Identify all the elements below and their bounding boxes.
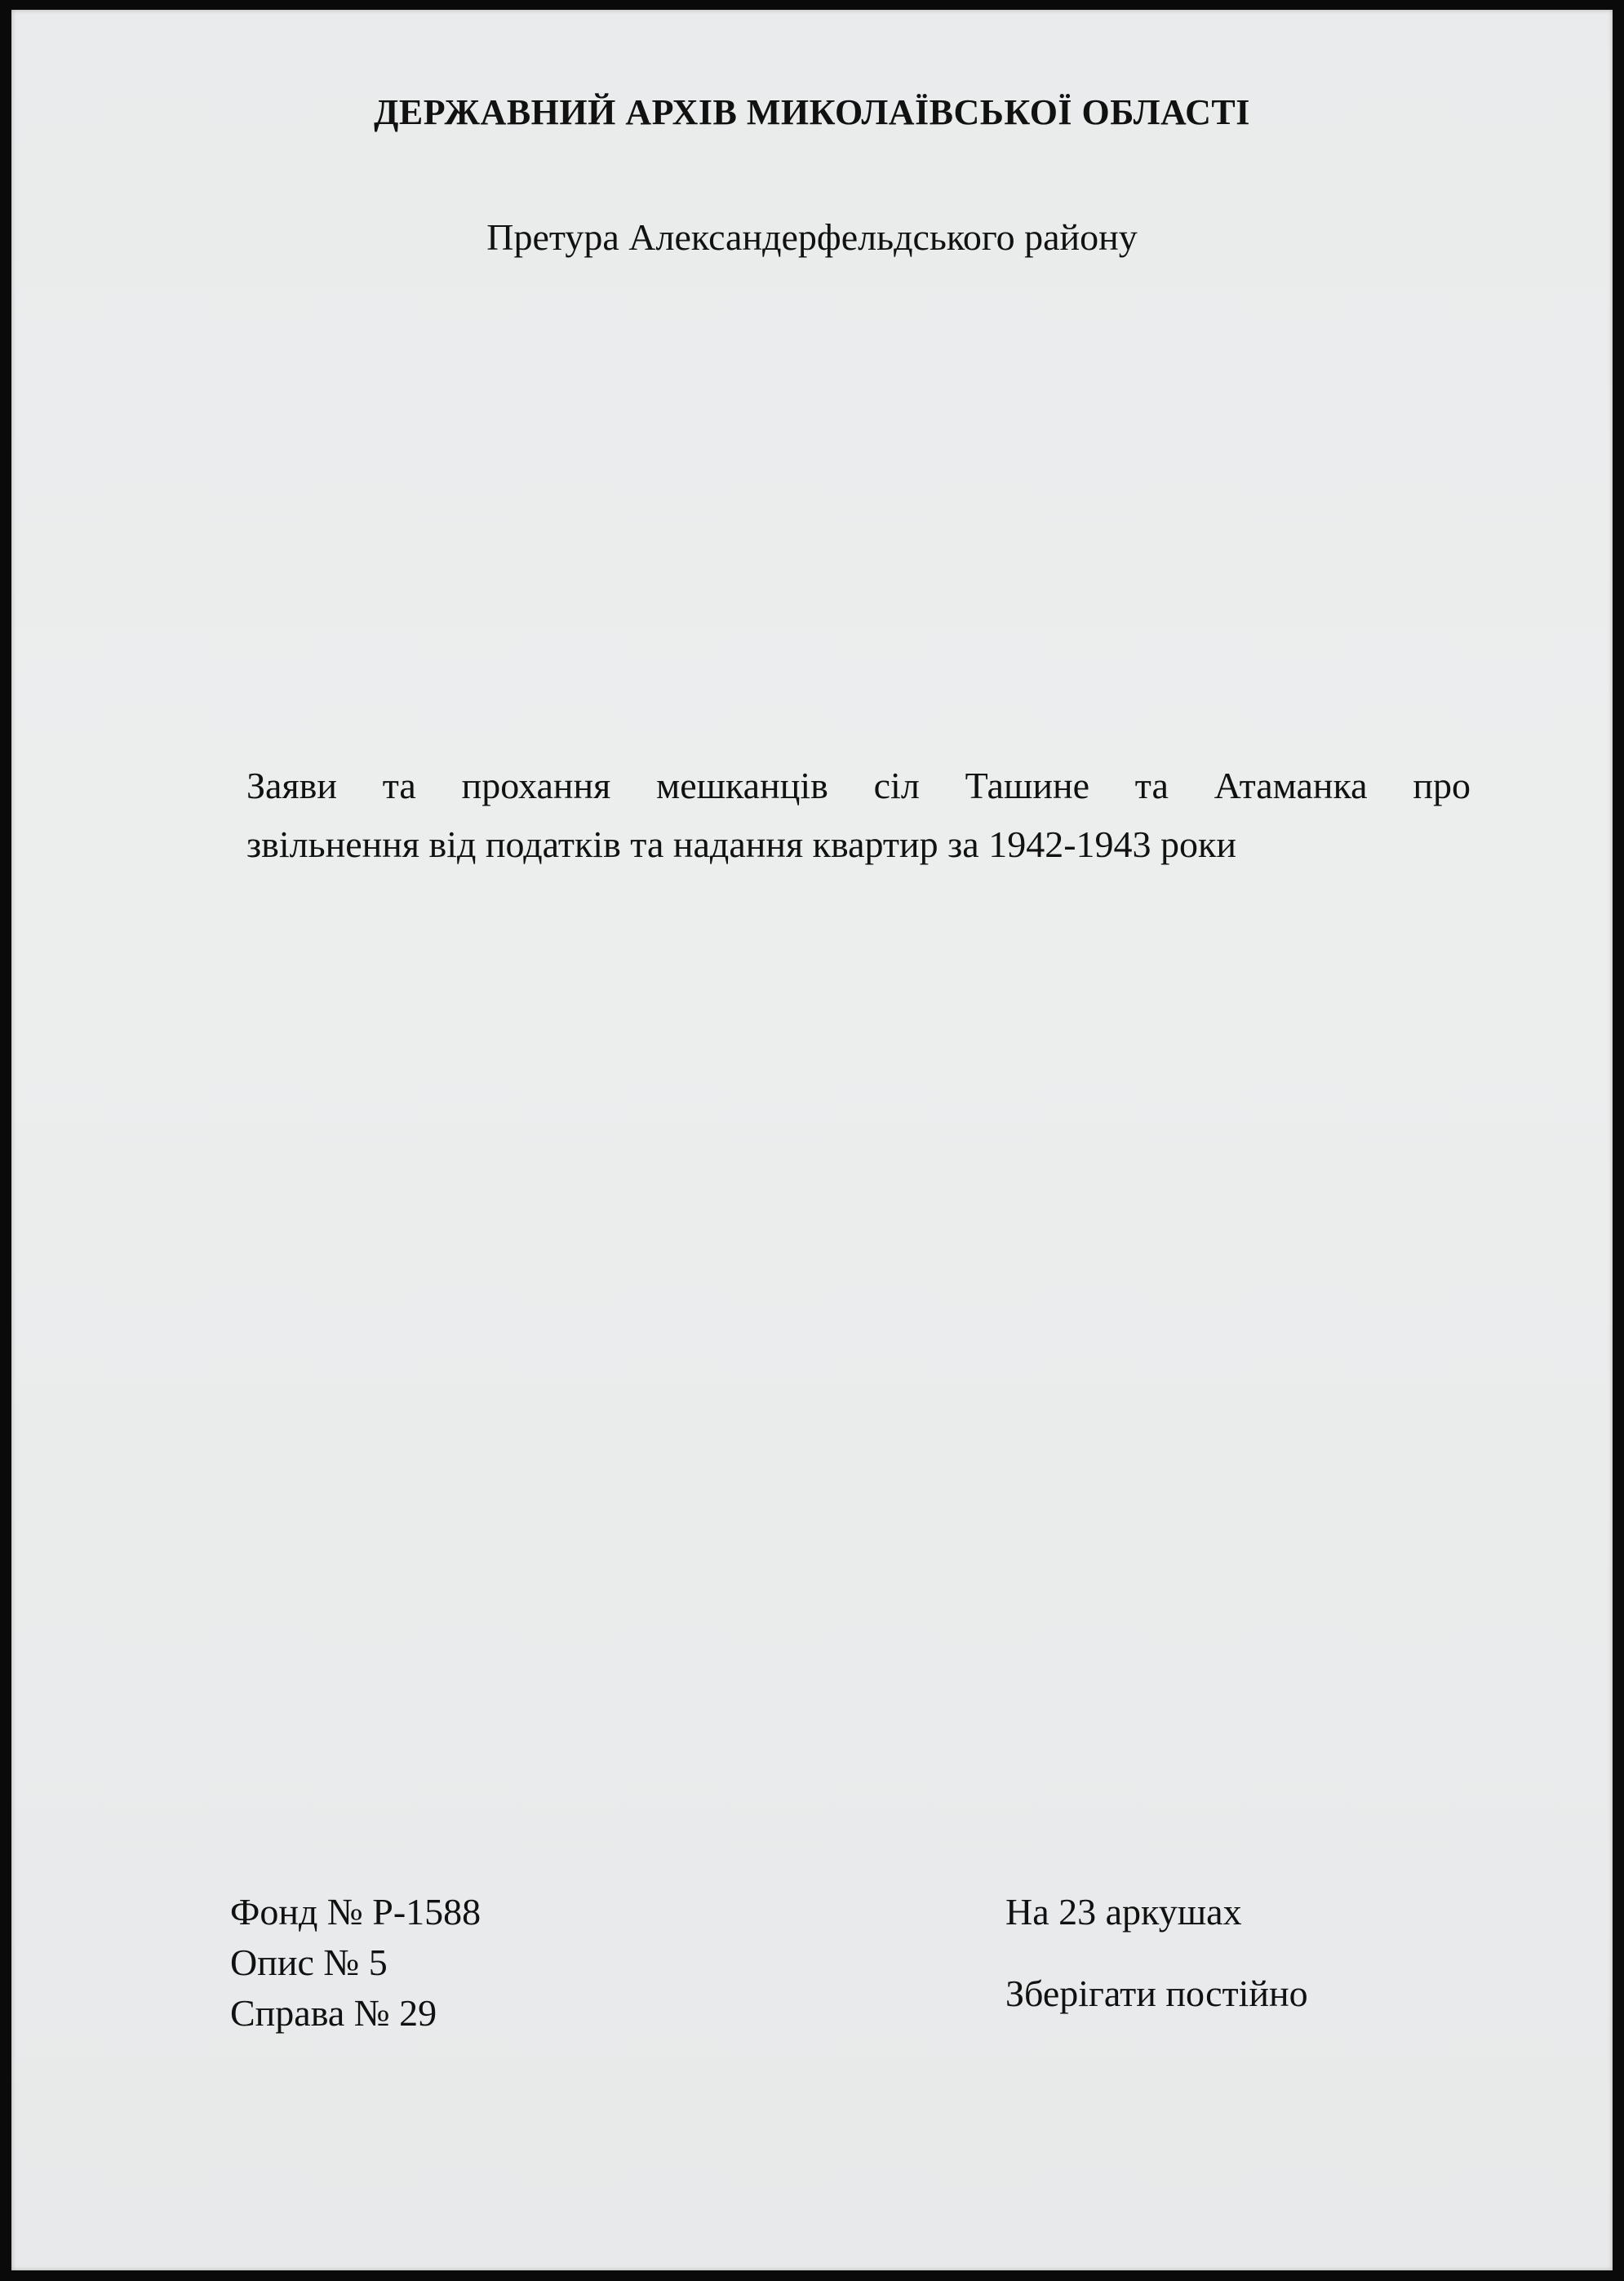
fund-number: Фонд № Р-1588	[230, 1891, 481, 1933]
retention-note: Зберігати постійно	[1005, 1973, 1308, 2014]
document-page	[11, 10, 1613, 2270]
case-title-line-1: Заяви та прохання мешканців сіл Ташине та Атаманка про	[246, 765, 1471, 806]
archive-name-heading: ДЕРЖАВНИЙ АРХІВ МИКОЛАЇВСЬКОЇ ОБЛАСТІ	[374, 92, 1250, 132]
storage-info-block	[1005, 1887, 1308, 2019]
archival-reference-block	[230, 1887, 481, 2039]
case-title-line-2: звільнення від податків та надання квартир за 1942-1943 роки	[246, 823, 1237, 865]
file-number: Справа № 29	[230, 1992, 437, 2034]
fund-creator-subtitle: Претура Александерфельдського району	[486, 216, 1138, 258]
case-title	[246, 757, 1471, 874]
inventory-number: Опис № 5	[230, 1942, 388, 1983]
sheet-count: На 23 аркушах	[1005, 1891, 1242, 1933]
